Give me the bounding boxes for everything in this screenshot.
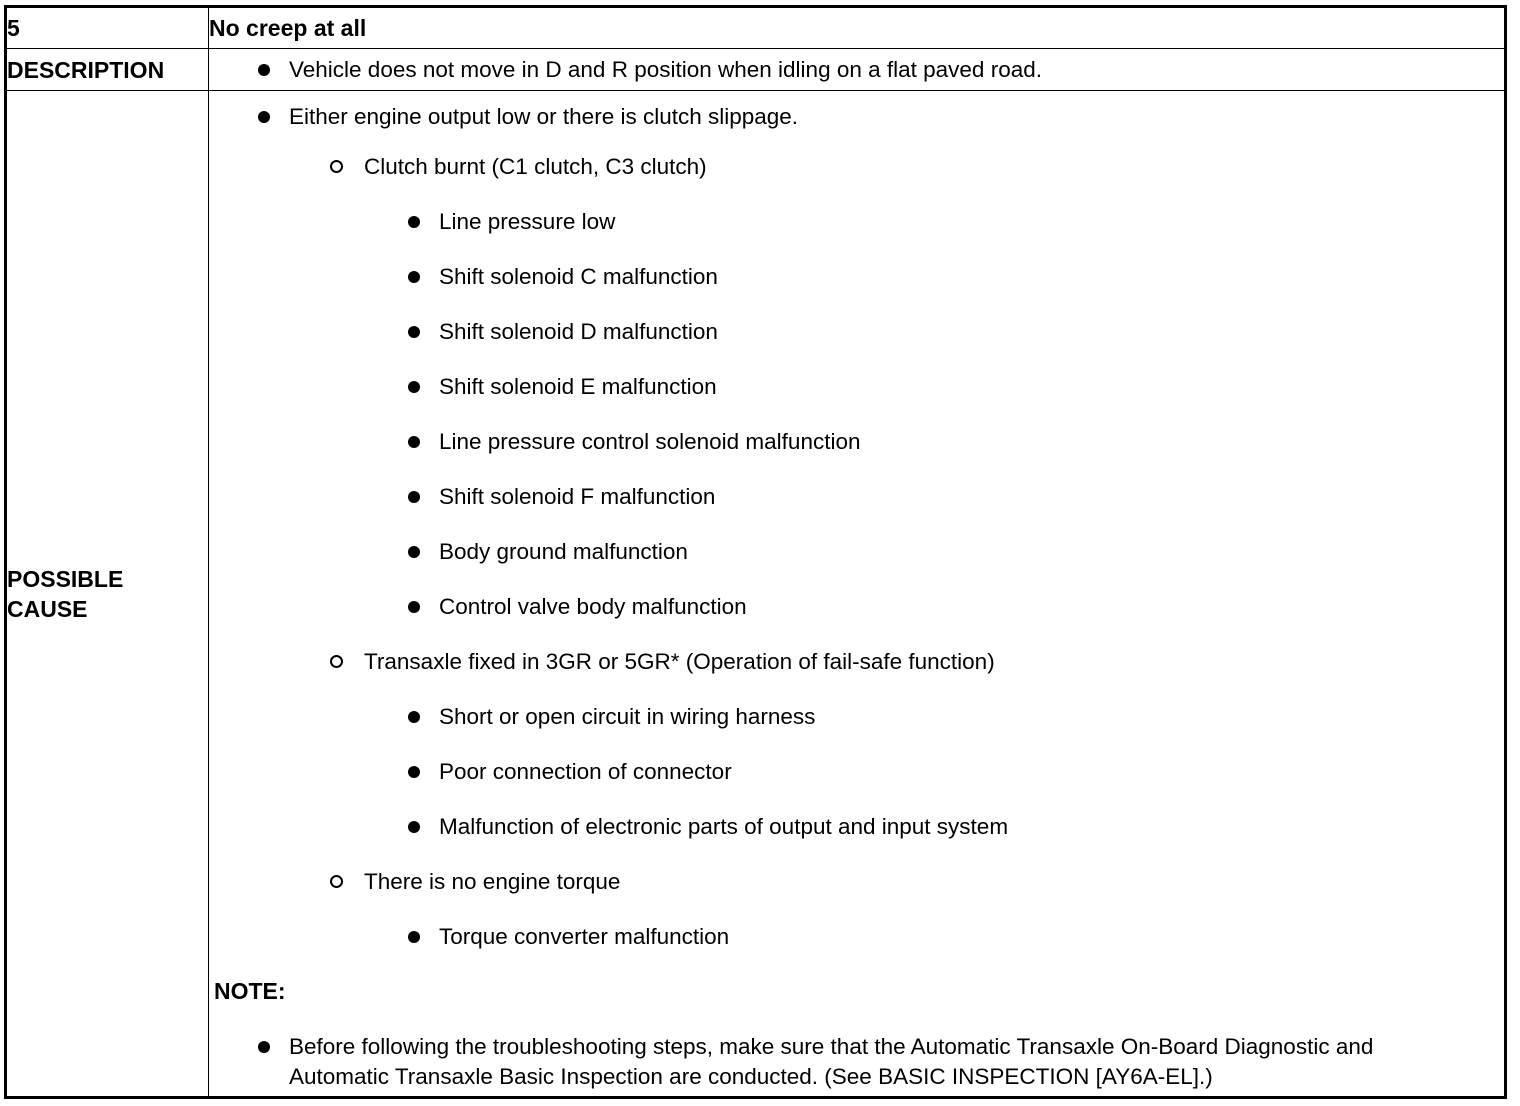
cause-item: Line pressure low (209, 207, 1504, 237)
cause-main: Either engine output low or there is clutch slippage. (209, 102, 1504, 132)
description-label: DESCRIPTION (6, 49, 209, 91)
cause-main-row (209, 95, 1504, 139)
cause-group-title: Clutch burnt (C1 clutch, C3 clutch) (209, 152, 1504, 182)
cause-item-row (209, 909, 1504, 964)
description-cell (209, 49, 1506, 91)
note-label-row (209, 964, 1504, 1019)
cause-item-row (209, 689, 1504, 744)
cause-item-row (209, 304, 1504, 359)
note-label: NOTE: (214, 978, 286, 1004)
header-row (6, 7, 1506, 49)
cause-item-row (209, 524, 1504, 579)
troubleshooting-table (4, 5, 1507, 1099)
cause-group-title: There is no engine torque (209, 867, 1504, 897)
cause-item: Shift solenoid C malfunction (209, 262, 1504, 292)
description-row (6, 49, 1506, 91)
cause-item-row (209, 744, 1504, 799)
cause-item: Short or open circuit in wiring harness (209, 702, 1504, 732)
possible-cause-row (6, 91, 1506, 1098)
cause-item-row (209, 194, 1504, 249)
cause-item: Torque converter malfunction (209, 922, 1504, 952)
possible-cause-label-line2: CAUSE (7, 595, 88, 622)
cause-item-row (209, 414, 1504, 469)
cause-item: Shift solenoid E malfunction (209, 372, 1504, 402)
cause-group-title: Transaxle fixed in 3GR or 5GR* (Operation of fail-safe function) (209, 647, 1504, 677)
cause-item-row (209, 469, 1504, 524)
possible-cause-label (6, 91, 209, 1098)
description-text: Vehicle does not move in D and R position when idling on a flat paved road. (209, 55, 1504, 85)
cause-item: Shift solenoid D malfunction (209, 317, 1504, 347)
symptom-title: No creep at all (209, 7, 1506, 49)
cause-item-row (209, 249, 1504, 304)
possible-cause-cell (209, 91, 1506, 1098)
cause-item-row (209, 799, 1504, 854)
possible-cause-label-line1: POSSIBLE (7, 565, 124, 592)
item-number: 5 (6, 7, 209, 49)
cause-list (209, 95, 1504, 1092)
cause-group-title-row (209, 854, 1504, 909)
cause-group-title-row (209, 139, 1504, 194)
cause-item: Malfunction of electronic parts of output and input system (209, 812, 1504, 842)
cause-item: Shift solenoid F malfunction (209, 482, 1504, 512)
cause-item: Body ground malfunction (209, 537, 1504, 567)
cause-item-row (209, 579, 1504, 634)
cause-item-row (209, 359, 1504, 414)
cause-item: Control valve body malfunction (209, 592, 1504, 622)
cause-group-title-row (209, 634, 1504, 689)
cause-item: Poor connection of connector (209, 757, 1504, 787)
cause-item: Line pressure control solenoid malfunction (209, 427, 1504, 457)
note-text: Before following the troubleshooting steps, make sure that the Automatic Transaxle On-Board Diagnostic and Automatic Transaxle Basic Inspection are conducted. (See BASIC INSPECTION [AY6A-EL].) (209, 1032, 1504, 1092)
